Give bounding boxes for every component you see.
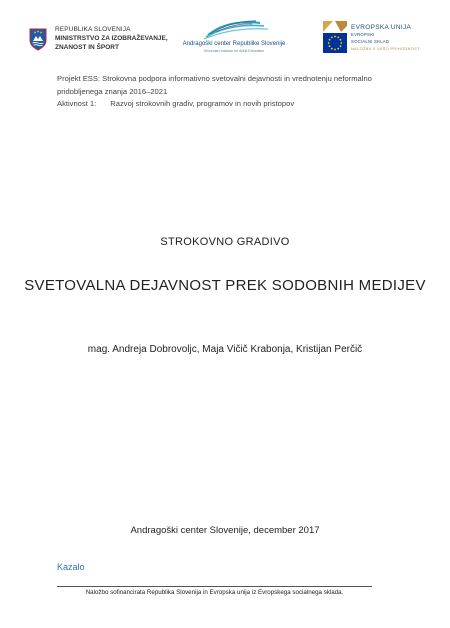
slovenia-coat-of-arms-icon [28, 27, 48, 51]
ministry-logo [28, 22, 188, 58]
footer-note: Naložbo sofinancirata Republika Slovenija in Evropska unija iz Evropskega socialnega sklada. [85, 589, 344, 596]
acs-subtitle: Slovenian Institute for Adult Education [203, 49, 265, 53]
ministry-name [55, 25, 168, 52]
eu-line-4: NALOŽBA V VAŠO PRIHODNOST [351, 47, 420, 51]
activity-line [57, 98, 417, 110]
eu-text [351, 24, 420, 53]
eu-flag-icon [322, 20, 348, 54]
ministry-line-3: ZNANOST IN ŠPORT [55, 44, 119, 51]
footer-divider [57, 586, 372, 587]
publisher-date: Andragoški center Slovenije, december 2017 [130, 525, 320, 536]
ministry-line-1: REPUBLIKA SLOVENIJA [55, 26, 131, 33]
activity-label: Aktivnost 1: [57, 99, 97, 108]
toc-heading: Kazalo [57, 562, 85, 572]
eu-line-1: EVROPSKA UNIJA [351, 24, 412, 31]
activity-text: Razvoj strokovnih gradiv, programov in novih pristopov [110, 99, 295, 108]
document-type: STROKOVNO GRADIVO [160, 236, 290, 248]
eu-line-3: SOCIALNI SKLAD [351, 39, 390, 44]
eu-line-2: EVROPSKI [351, 32, 375, 37]
document-authors: mag. Andreja Dobrovoljc, Maja Vičič Krabonja, Kristijan Perčič [87, 344, 363, 355]
acs-name: Andragoški center Republike Slovenije [182, 41, 286, 47]
acs-swoosh-icon [180, 17, 290, 41]
acs-logo [180, 17, 290, 61]
eu-logo [322, 20, 427, 56]
ministry-line-2: MINISTRSTVO ZA IZOBRAŽEVANJE, [55, 35, 168, 42]
document-title: SVETOVALNA DEJAVNOST PREK SODOBNIH MEDIJEV [24, 277, 426, 294]
project-description: Projekt ESS: Strokovna podpora informativno svetovalni dejavnosti in vrednotenju neformalno pridobljenega znanja 2016–2021 [57, 74, 372, 96]
